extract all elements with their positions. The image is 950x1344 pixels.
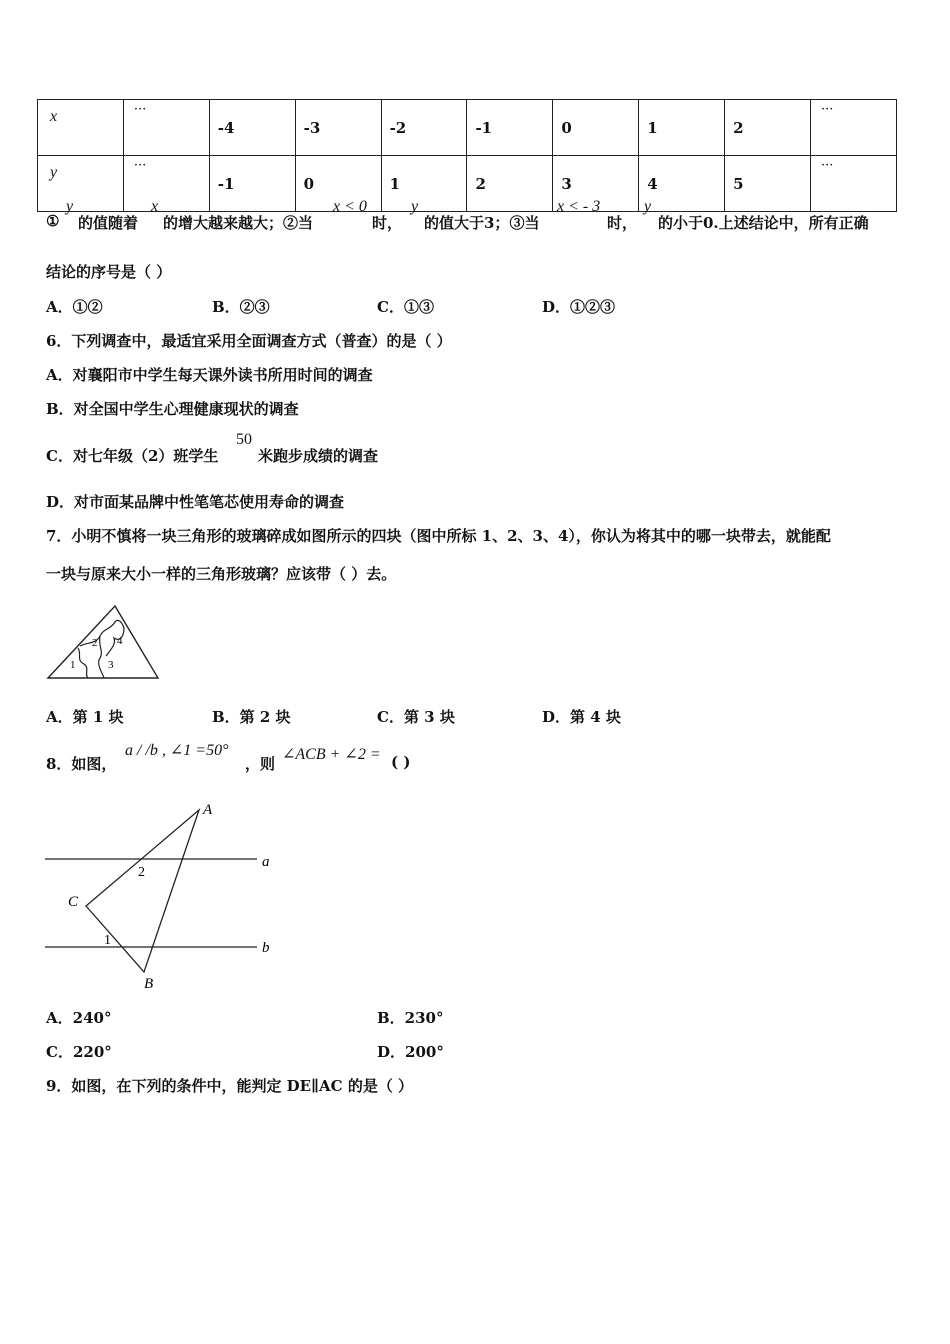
table-cell: 5 xyxy=(725,156,811,212)
piece-label-2: 2 xyxy=(92,637,98,649)
number-fifty: 50 xyxy=(236,431,252,448)
table-cell: ··· xyxy=(123,100,209,156)
table-cell: -3 xyxy=(295,100,381,156)
table-cell: -4 xyxy=(209,100,295,156)
statement-text: 时， xyxy=(607,214,638,232)
var-y: y xyxy=(644,198,652,215)
question-stem: 一块与原来大小一样的三角形玻璃？应该带（ ）去。 xyxy=(46,565,397,583)
piece-label-1: 1 xyxy=(70,659,76,671)
option-a: A．①② xyxy=(46,298,103,316)
question-stem: 6．下列调查中，最适宜采用全面调查方式（普查）的是（ ） xyxy=(46,332,452,350)
option-c: C．220° xyxy=(46,1043,112,1061)
math-inequality: x < - 3 xyxy=(557,198,601,215)
option-c-text: 米跑步成绩的调查 xyxy=(258,447,379,465)
statement-text: 的值大于3；③当 xyxy=(424,214,540,232)
label-a-vertex: A xyxy=(203,802,213,818)
option-b: B．第 2 块 xyxy=(212,708,291,726)
table-cell: 1 xyxy=(639,100,725,156)
table-cell: -1 xyxy=(467,100,553,156)
crack-line xyxy=(99,636,104,678)
question-stem: ，则 xyxy=(245,755,276,773)
option-b: B．②③ xyxy=(212,298,270,316)
piece-label-4: 4 xyxy=(117,635,123,647)
table-row-x xyxy=(38,100,897,156)
table-cell: ··· xyxy=(811,156,897,212)
label-angle-1: 1 xyxy=(104,933,111,948)
table-cell: -2 xyxy=(381,100,467,156)
table-cell: 4 xyxy=(639,156,725,212)
crack-line xyxy=(78,648,88,678)
value-table xyxy=(37,99,897,212)
table-cell: 1 xyxy=(381,156,467,212)
option-c-text: C．对七年级（2）班学生 xyxy=(46,447,219,465)
table-cell: ··· xyxy=(811,100,897,156)
label-angle-2: 2 xyxy=(138,865,145,880)
option-b: B．230° xyxy=(377,1009,444,1027)
option-d: D．对市面某品牌中性笔笔芯使用寿命的调查 xyxy=(46,493,345,511)
math-condition: a / /b , ∠1 =50° xyxy=(125,742,229,759)
triangle-abc xyxy=(86,810,199,972)
label-line-b: b xyxy=(262,940,270,956)
table-cell: 3 xyxy=(553,156,639,212)
var-x: x xyxy=(151,198,159,215)
math-inequality: x < 0 xyxy=(333,198,367,215)
statement-text: 的增大越来越大；②当 xyxy=(163,214,314,232)
table-row-y xyxy=(38,156,897,212)
row-label-x: x xyxy=(38,100,124,156)
option-a: A．第 1 块 xyxy=(46,708,124,726)
option-c: C．第 3 块 xyxy=(377,708,455,726)
table-cell: ··· xyxy=(123,156,209,212)
broken-triangle-figure xyxy=(44,602,164,682)
option-b: B．对全国中学生心理健康现状的调查 xyxy=(46,400,299,418)
option-a: A．对襄阳市中学生每天课外读书所用时间的调查 xyxy=(46,366,373,384)
table-cell: 0 xyxy=(295,156,381,212)
label-b-vertex: B xyxy=(144,976,154,992)
parallel-lines-figure xyxy=(40,796,290,994)
question-stem: 7．小明不慎将一块三角形的玻璃碎成如图所示的四块（图中所标 1、2、3、4），你认为将其中的哪一块带去，就能配 xyxy=(46,527,831,545)
table-cell: 2 xyxy=(467,156,553,212)
var-y: y xyxy=(66,198,74,215)
option-a: A．240° xyxy=(46,1009,112,1027)
circled-one: ① xyxy=(46,212,60,230)
question-stem: 8．如图， xyxy=(46,755,117,773)
math-expression: ∠ACB + ∠2 = xyxy=(282,746,381,763)
statement-text: 结论的序号是（ ） xyxy=(46,263,172,281)
label-c-vertex: C xyxy=(68,894,79,910)
row-label-y: y xyxy=(38,156,124,212)
var-y: y xyxy=(411,198,419,215)
option-c: C．①③ xyxy=(377,298,434,316)
statement-text: 的值随着 xyxy=(78,214,139,232)
statement-text: 的小于0.上述结论中，所有正确 xyxy=(658,214,869,232)
answer-paren: ( ) xyxy=(391,753,411,771)
question-stem: 9．如图，在下列的条件中，能判定 DE∥AC 的是（ ） xyxy=(46,1077,414,1095)
table-cell: 0 xyxy=(553,100,639,156)
table-cell: -1 xyxy=(209,156,295,212)
option-d: D．200° xyxy=(377,1043,444,1061)
statement-text: 时， xyxy=(372,214,403,232)
table-cell: 2 xyxy=(725,100,811,156)
label-line-a: a xyxy=(262,854,270,870)
option-d: D．①②③ xyxy=(542,298,616,316)
piece-label-3: 3 xyxy=(108,659,114,671)
option-d: D．第 4 块 xyxy=(542,708,621,726)
triangle-outline xyxy=(48,606,158,678)
